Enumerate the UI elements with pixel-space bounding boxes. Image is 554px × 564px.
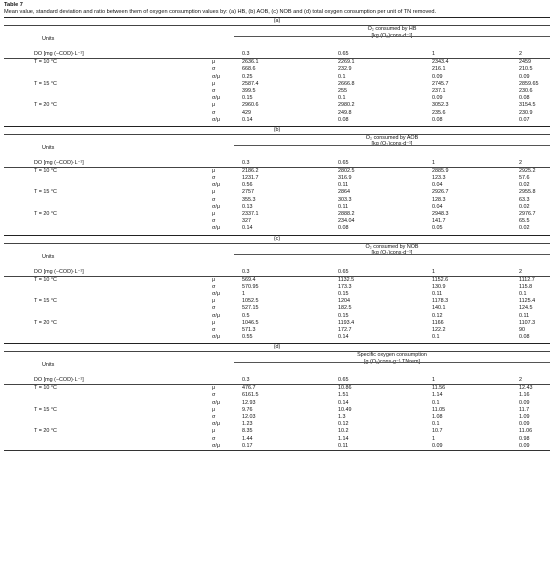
table-row bbox=[4, 189, 550, 196]
statistic-label: μ bbox=[212, 428, 216, 435]
statistic-label: σ bbox=[212, 326, 216, 333]
table-cell: 172.7 bbox=[338, 326, 352, 333]
table-cell: 569.4 bbox=[242, 276, 256, 283]
header-rule bbox=[234, 36, 550, 37]
table-cell: 173.3 bbox=[338, 283, 352, 290]
table-cell: 1204 bbox=[338, 298, 350, 305]
units-label: Units bbox=[42, 253, 55, 260]
section-header bbox=[4, 135, 550, 159]
table-cell: 1.3 bbox=[338, 414, 346, 420]
table-cell: 0.07 bbox=[519, 116, 530, 123]
table-cell: 1112.7 bbox=[519, 276, 535, 283]
table-cell: 232.9 bbox=[338, 66, 352, 73]
table-cell: 2459 bbox=[519, 59, 531, 66]
table-title: Table 7 bbox=[4, 2, 23, 8]
table-cell: 1 bbox=[432, 435, 435, 442]
do-header-row bbox=[4, 50, 550, 59]
statistic-label: μ bbox=[212, 276, 216, 283]
table-row bbox=[4, 298, 550, 305]
table-cell: 141.7 bbox=[432, 218, 446, 225]
table-row bbox=[4, 197, 550, 204]
temperature-label: T = 10 °C bbox=[34, 167, 57, 174]
table-cell: 0.14 bbox=[242, 116, 253, 123]
statistic-label: μ bbox=[212, 319, 216, 326]
table-cell: 10.7 bbox=[432, 428, 443, 435]
table-cell: 12.93 bbox=[242, 399, 256, 406]
table-row bbox=[4, 421, 550, 428]
table-cell: 210.5 bbox=[519, 66, 533, 73]
table-row bbox=[4, 400, 550, 407]
table-cell: 0.08 bbox=[432, 116, 443, 123]
do-value: 2 bbox=[519, 377, 522, 384]
do-value: 0.65 bbox=[338, 377, 349, 384]
temperature-label: T = 15 °C bbox=[34, 80, 57, 87]
table-cell: 303.3 bbox=[338, 196, 352, 203]
quantity-name: O₂ consumed by NOB bbox=[365, 243, 419, 250]
header-rule bbox=[234, 362, 550, 363]
table-row bbox=[4, 182, 550, 189]
units-label: Units bbox=[42, 362, 55, 369]
table-cell: 57.6 bbox=[519, 175, 530, 182]
table-section bbox=[4, 17, 550, 124]
table-cell: 0.5 bbox=[242, 312, 250, 319]
table-cell: 0.11 bbox=[432, 290, 443, 297]
do-value: 2 bbox=[519, 268, 522, 275]
statistic-label: σ/μ bbox=[212, 334, 220, 341]
table-cell: 2186.2 bbox=[242, 167, 259, 174]
table-row bbox=[4, 204, 550, 211]
table-row bbox=[4, 225, 550, 232]
table-cell: 527.15 bbox=[242, 305, 259, 312]
statistic-label: μ bbox=[212, 167, 216, 174]
table-cell: 0.1 bbox=[338, 95, 346, 102]
table-cell: 1.23 bbox=[242, 421, 253, 428]
table-cell: 11.56 bbox=[432, 385, 446, 392]
temperature-label: T = 15 °C bbox=[34, 189, 57, 196]
table-cell: 2960.6 bbox=[242, 102, 259, 109]
table-cell: 0.08 bbox=[338, 116, 349, 123]
table-cell: 237.1 bbox=[432, 87, 446, 94]
table-cell: 0.12 bbox=[338, 421, 349, 428]
temperature-label: T = 10 °C bbox=[34, 385, 57, 392]
table-cell: 0.25 bbox=[242, 73, 253, 80]
table-cell: 11.7 bbox=[519, 406, 530, 413]
table-row bbox=[4, 218, 550, 225]
quantity-unit: [kg (O₂)cons·d⁻¹] bbox=[371, 141, 413, 148]
table-cell: 230.6 bbox=[519, 87, 533, 94]
table-cell: 0.14 bbox=[338, 399, 349, 406]
table-cell: 2925.2 bbox=[519, 167, 536, 174]
statistic-label: σ bbox=[212, 196, 216, 203]
table-cell: 327 bbox=[242, 218, 251, 225]
table-cell: 0.08 bbox=[338, 225, 349, 232]
table-cell: 216.1 bbox=[432, 66, 446, 73]
section-rows bbox=[4, 168, 550, 233]
table-section bbox=[4, 235, 550, 342]
table-cell: 0.12 bbox=[432, 312, 443, 319]
statistic-label: σ bbox=[212, 66, 216, 73]
header-rule bbox=[234, 145, 550, 146]
table-cell: 2269.1 bbox=[338, 59, 355, 66]
table-cell: 0.09 bbox=[519, 399, 530, 406]
table-row bbox=[4, 407, 550, 414]
table-cell: 10.2 bbox=[338, 428, 349, 435]
statistic-label: σ/μ bbox=[212, 290, 220, 297]
table-cell: 2976.7 bbox=[519, 211, 536, 217]
statistic-label: σ/μ bbox=[212, 421, 220, 428]
table-cell: 0.15 bbox=[338, 290, 349, 297]
table-cell: 0.1 bbox=[338, 73, 346, 80]
statistic-label: σ/μ bbox=[212, 442, 220, 449]
table-cell: 63.3 bbox=[519, 196, 530, 203]
table-row bbox=[4, 175, 550, 182]
table-cell: 12.03 bbox=[242, 414, 256, 420]
table-cell: 235.6 bbox=[432, 109, 446, 116]
table-cell: 0.09 bbox=[519, 442, 530, 449]
table-cell: 1178.3 bbox=[432, 298, 449, 305]
statistic-label: σ bbox=[212, 414, 216, 420]
statistic-label: σ/μ bbox=[212, 182, 220, 189]
do-label: DO [mg (−COD)·L⁻¹] bbox=[34, 159, 84, 166]
table-cell: 115.8 bbox=[519, 283, 533, 290]
table-cell: 11.06 bbox=[519, 428, 533, 435]
table-cell: 2636.1 bbox=[242, 59, 259, 66]
table-cell: 2343.4 bbox=[432, 59, 449, 66]
table-cell: 65.5 bbox=[519, 218, 530, 225]
statistic-label: σ bbox=[212, 392, 216, 399]
table-cell: 1231.7 bbox=[242, 175, 259, 182]
table-row bbox=[4, 305, 550, 312]
table-row bbox=[4, 59, 550, 66]
quantity-unit: [kg (O₂)cons·d⁻¹] bbox=[371, 249, 413, 256]
table-cell: 140.1 bbox=[432, 305, 446, 312]
table-cell: 130.9 bbox=[432, 283, 446, 290]
table-row bbox=[4, 313, 550, 320]
do-label: DO [mg (−COD)·L⁻¹] bbox=[34, 268, 84, 275]
table-cell: 2864 bbox=[338, 189, 350, 196]
table-cell: 2587.4 bbox=[242, 80, 259, 87]
table-cell: 0.11 bbox=[519, 312, 530, 319]
table-cell: 316.9 bbox=[338, 175, 352, 182]
section-label: (a) bbox=[4, 17, 550, 26]
table-cell: 2888.2 bbox=[338, 211, 355, 217]
table-cell: 182.5 bbox=[338, 305, 352, 312]
do-value: 0.3 bbox=[242, 377, 250, 384]
table-cell: 1107.3 bbox=[519, 319, 536, 326]
table-cell: 0.09 bbox=[519, 73, 530, 80]
statistic-label: σ bbox=[212, 305, 216, 312]
statistic-label: σ bbox=[212, 283, 216, 290]
quantity-name: O₂ consumed by AOB bbox=[365, 134, 419, 141]
table-cell: 399.5 bbox=[242, 87, 256, 94]
table-cell: 1.51 bbox=[338, 392, 349, 399]
table-description: Mean value, standard deviation and ratio between them of oxygen consumption values by: (a) HB, (b) AOB, (c) NOB and (d) total oxygen consumption per unit of TN removed. bbox=[4, 8, 437, 15]
table-cell: 571.3 bbox=[242, 326, 256, 333]
do-label: DO [mg (−COD)·L⁻¹] bbox=[34, 377, 84, 384]
statistic-label: μ bbox=[212, 406, 216, 413]
table-cell: 0.04 bbox=[432, 182, 443, 189]
section-header bbox=[4, 352, 550, 376]
table-cell: 0.09 bbox=[519, 421, 530, 428]
table-cell: 0.14 bbox=[242, 225, 253, 232]
table-cell: 0.1 bbox=[519, 290, 527, 297]
table-row bbox=[4, 88, 550, 95]
table-row bbox=[4, 320, 550, 327]
do-header-row bbox=[4, 268, 550, 277]
table-cell: 8.35 bbox=[242, 428, 253, 435]
do-value: 0.3 bbox=[242, 159, 250, 166]
table-cell: 2955.8 bbox=[519, 189, 536, 196]
table-row bbox=[4, 436, 550, 443]
statistic-label: μ bbox=[212, 59, 216, 66]
table-cell: 2745.7 bbox=[432, 80, 449, 87]
table-cell: 12.43 bbox=[519, 385, 533, 392]
statistic-label: σ/μ bbox=[212, 399, 220, 406]
table-cell: 0.98 bbox=[519, 435, 530, 442]
table-cell: 0.11 bbox=[338, 442, 349, 449]
statistic-label: σ bbox=[212, 175, 216, 182]
table-cell: 230.9 bbox=[519, 109, 533, 116]
table-cell: 234.04 bbox=[338, 218, 355, 225]
header-rule bbox=[234, 254, 550, 255]
table-cell: 2926.7 bbox=[432, 189, 449, 196]
do-value: 1 bbox=[432, 377, 435, 384]
section-rows bbox=[4, 277, 550, 342]
statistic-label: σ bbox=[212, 109, 216, 116]
table-cell: 2948.3 bbox=[432, 211, 449, 217]
table-cell: 1193.4 bbox=[338, 319, 355, 326]
table-cell: 1152.6 bbox=[432, 276, 449, 283]
table-cell: 123.3 bbox=[432, 175, 446, 182]
table-cell: 1125.4 bbox=[519, 298, 536, 305]
table-cell: 2666.8 bbox=[338, 80, 355, 87]
table-cell: 2337.1 bbox=[242, 211, 259, 217]
do-value: 1 bbox=[432, 268, 435, 275]
table-row bbox=[4, 385, 550, 392]
temperature-label: T = 10 °C bbox=[34, 59, 57, 66]
statistic-label: σ/μ bbox=[212, 73, 220, 80]
table-cell: 10.49 bbox=[338, 406, 352, 413]
table-row bbox=[4, 95, 550, 102]
table-cell: 0.02 bbox=[519, 203, 530, 210]
do-value: 0.3 bbox=[242, 51, 250, 58]
table-row bbox=[4, 277, 550, 284]
statistic-label: σ/μ bbox=[212, 203, 220, 210]
table-cell: 0.11 bbox=[338, 203, 349, 210]
table-cell: 0.05 bbox=[432, 225, 443, 232]
statistic-label: μ bbox=[212, 189, 216, 196]
table-cell: 122.2 bbox=[432, 326, 446, 333]
table-row bbox=[4, 414, 550, 421]
table-section bbox=[4, 343, 550, 451]
units-label: Units bbox=[42, 36, 55, 43]
table-cell: 1.16 bbox=[519, 392, 530, 399]
table-cell: 0.14 bbox=[338, 334, 349, 341]
table-cell: 2859.65 bbox=[519, 80, 539, 87]
table-cell: 0.13 bbox=[242, 203, 253, 210]
table-cell: 0.11 bbox=[338, 182, 349, 189]
table-row bbox=[4, 327, 550, 334]
table-cell: 1.14 bbox=[432, 392, 443, 399]
do-header-row bbox=[4, 376, 550, 385]
table-cell: 9.76 bbox=[242, 406, 253, 413]
table-cell: 1 bbox=[242, 290, 245, 297]
do-header-row bbox=[4, 159, 550, 168]
table-cell: 0.02 bbox=[519, 225, 530, 232]
do-value: 1 bbox=[432, 159, 435, 166]
document-page bbox=[4, 0, 550, 451]
statistic-label: μ bbox=[212, 211, 216, 217]
do-value: 0.65 bbox=[338, 159, 349, 166]
temperature-label: T = 20 °C bbox=[34, 428, 57, 435]
table-cell: 0.55 bbox=[242, 334, 253, 341]
statistic-label: μ bbox=[212, 385, 216, 392]
table-row bbox=[4, 117, 550, 124]
table-row bbox=[4, 81, 550, 88]
table-cell: 6161.5 bbox=[242, 392, 259, 399]
table-cell: 124.5 bbox=[519, 305, 533, 312]
table-row bbox=[4, 110, 550, 117]
table-cell: 1.08 bbox=[432, 414, 443, 420]
table-cell: 0.1 bbox=[432, 399, 440, 406]
table-cell: 0.15 bbox=[338, 312, 349, 319]
table-cell: 2980.2 bbox=[338, 102, 355, 109]
statistic-label: μ bbox=[212, 298, 216, 305]
table-cell: 90 bbox=[519, 326, 525, 333]
temperature-label: T = 20 °C bbox=[34, 319, 57, 326]
table-cell: 2885.9 bbox=[432, 167, 449, 174]
statistic-label: σ/μ bbox=[212, 312, 220, 319]
table-cell: 0.02 bbox=[519, 182, 530, 189]
table-cell: 476.7 bbox=[242, 385, 256, 392]
quantity-unit: [g (O₂)cons·g⁻¹ TNrem] bbox=[363, 358, 421, 365]
do-value: 2 bbox=[519, 159, 522, 166]
section-rows bbox=[4, 385, 550, 450]
do-value: 2 bbox=[519, 51, 522, 58]
table-row bbox=[4, 102, 550, 109]
table-section bbox=[4, 126, 550, 233]
table-cell: 128.3 bbox=[432, 196, 446, 203]
table-cell: 0.1 bbox=[432, 334, 440, 341]
statistic-label: σ bbox=[212, 435, 216, 442]
table-cell: 255 bbox=[338, 87, 347, 94]
statistic-label: σ bbox=[212, 218, 216, 225]
table-cell: 0.09 bbox=[432, 95, 443, 102]
table-caption bbox=[4, 2, 550, 15]
table-row bbox=[4, 428, 550, 435]
table-cell: 0.08 bbox=[519, 95, 530, 102]
table-row bbox=[4, 168, 550, 175]
do-label: DO [mg (−COD)·L⁻¹] bbox=[34, 51, 84, 58]
table-cell: 249.8 bbox=[338, 109, 352, 116]
units-label: Units bbox=[42, 144, 55, 151]
table-cell: 3154.5 bbox=[519, 102, 536, 109]
table-cell: 355.3 bbox=[242, 196, 256, 203]
table-row bbox=[4, 284, 550, 291]
temperature-label: T = 15 °C bbox=[34, 406, 57, 413]
table-cell: 1.09 bbox=[519, 414, 530, 420]
table-cell: 3052.3 bbox=[432, 102, 449, 109]
section-header bbox=[4, 244, 550, 268]
table-row bbox=[4, 74, 550, 81]
section-header bbox=[4, 26, 550, 50]
table-cell: 2757 bbox=[242, 189, 254, 196]
do-value: 1 bbox=[432, 51, 435, 58]
table-row bbox=[4, 66, 550, 73]
table-row bbox=[4, 443, 550, 450]
table-cell: 570.95 bbox=[242, 283, 259, 290]
table-cell: 1046.5 bbox=[242, 319, 259, 326]
table-cell: 1.14 bbox=[338, 435, 349, 442]
quantity-name: O₂ consumed by HB bbox=[367, 26, 417, 33]
quantity-name: Specific oxygen consumption bbox=[357, 352, 427, 359]
table-row bbox=[4, 334, 550, 341]
table-cell: 0.09 bbox=[432, 73, 443, 80]
table-row bbox=[4, 392, 550, 399]
table-cell: 10.86 bbox=[338, 385, 352, 392]
table-cell: 668.6 bbox=[242, 66, 256, 73]
statistic-label: μ bbox=[212, 102, 216, 109]
statistic-label: σ/μ bbox=[212, 225, 220, 232]
statistic-label: σ/μ bbox=[212, 116, 220, 123]
section-label: (c) bbox=[4, 235, 550, 244]
table-cell: 1132.5 bbox=[338, 276, 355, 283]
statistic-label: σ bbox=[212, 87, 216, 94]
table-cell: 2802.5 bbox=[338, 167, 355, 174]
statistic-label: σ/μ bbox=[212, 95, 220, 102]
table-cell: 0.09 bbox=[432, 442, 443, 449]
section-label: (d) bbox=[4, 343, 550, 352]
quantity-unit: [kg (O₂)cons·d⁻¹] bbox=[371, 32, 413, 39]
table-cell: 11.05 bbox=[432, 406, 446, 413]
do-value: 0.65 bbox=[338, 51, 349, 58]
table-body bbox=[4, 17, 550, 451]
table-cell: 0.1 bbox=[432, 421, 440, 428]
statistic-label: μ bbox=[212, 80, 216, 87]
temperature-label: T = 10 °C bbox=[34, 276, 57, 283]
table-row bbox=[4, 291, 550, 298]
table-cell: 429 bbox=[242, 109, 251, 116]
do-value: 0.3 bbox=[242, 268, 250, 275]
table-cell: 0.04 bbox=[432, 203, 443, 210]
temperature-label: T = 15 °C bbox=[34, 298, 57, 305]
table-cell: 0.08 bbox=[519, 334, 530, 341]
table-cell: 1166 bbox=[432, 319, 444, 326]
table-row bbox=[4, 211, 550, 218]
section-rows bbox=[4, 59, 550, 124]
table-cell: 1.44 bbox=[242, 435, 253, 442]
table-cell: 0.17 bbox=[242, 442, 253, 449]
table-cell: 1052.5 bbox=[242, 298, 259, 305]
do-value: 0.65 bbox=[338, 268, 349, 275]
temperature-label: T = 20 °C bbox=[34, 211, 57, 217]
section-label: (b) bbox=[4, 126, 550, 135]
table-cell: 0.56 bbox=[242, 182, 253, 189]
temperature-label: T = 20 °C bbox=[34, 102, 57, 109]
table-cell: 0.15 bbox=[242, 95, 253, 102]
